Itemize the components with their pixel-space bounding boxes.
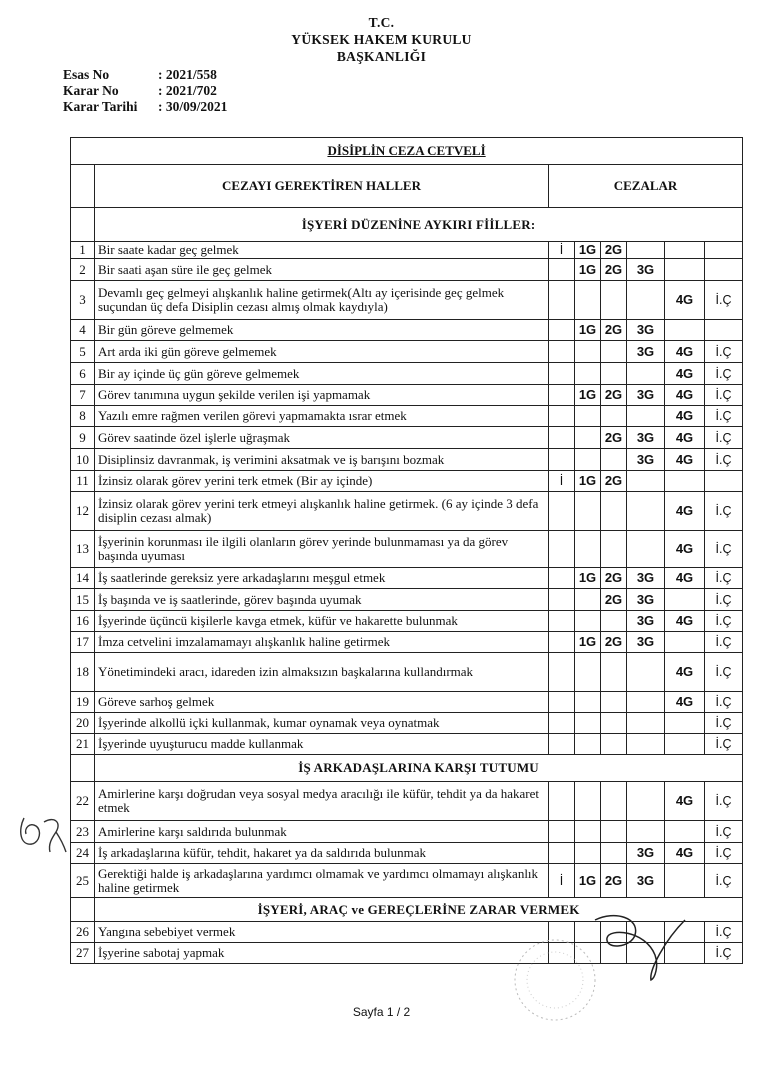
row-number: 3 [71,281,95,320]
empty-cell [71,898,95,922]
penalty-cell: 4G [665,449,705,471]
offense-text: Görev tanımına uygun şekilde verilen işi yapmamak [95,385,549,406]
table-row [71,320,743,341]
penalty-cell [627,242,665,259]
offense-text: İş başında ve iş saatlerinde, görev başında uyumak [95,589,549,611]
section-header-row [71,755,743,782]
table-row [71,632,743,653]
penalty-cell [665,589,705,611]
penalty-cell: 4G [665,653,705,692]
offense-text: Art arda iki gün göreve gelmemek [95,341,549,363]
table-row [71,427,743,449]
penalty-cell: 3G [627,259,665,281]
penalty-cell: 2G [601,864,627,898]
penalty-cell [549,653,575,692]
table-row [71,589,743,611]
penalty-cell [627,713,665,734]
penalty-cell: 3G [627,341,665,363]
row-number: 13 [71,531,95,568]
table-row [71,492,743,531]
penalty-cell: İ.Ç [705,363,743,385]
row-number: 25 [71,864,95,898]
penalty-cell: 4G [665,363,705,385]
penalty-cell [549,589,575,611]
penalty-cell: 3G [627,864,665,898]
penalty-cell [705,259,743,281]
penalty-cell: 2G [601,568,627,589]
table-row [71,653,743,692]
empty-cell [71,208,95,242]
penalty-cell: İ.Ç [705,821,743,843]
penalty-cell [549,692,575,713]
penalty-cell: 2G [601,242,627,259]
row-number: 16 [71,611,95,632]
penalty-cell [705,320,743,341]
penalty-cell [549,531,575,568]
offense-text: İş saatlerinde gereksiz yere arkadaşlarını meşgul etmek [95,568,549,589]
penalty-cell: 2G [601,589,627,611]
penalty-cell: 2G [601,427,627,449]
penalty-cell [575,427,601,449]
penalty-cell [665,320,705,341]
penalty-cell [549,363,575,385]
offense-text: Yangına sebebiyet vermek [95,922,549,943]
row-number: 19 [71,692,95,713]
penalty-cell [627,281,665,320]
penalty-cell [627,531,665,568]
table-row [71,821,743,843]
table-row [71,713,743,734]
penalty-cell: 1G [575,568,601,589]
meta-value: : 30/09/2021 [158,99,228,114]
row-number: 5 [71,341,95,363]
penalty-cell: İ.Ç [705,341,743,363]
penalty-cell: 3G [627,611,665,632]
penalty-cell: 2G [601,632,627,653]
row-number: 23 [71,821,95,843]
penalty-cell [549,406,575,427]
meta-value: : 2021/558 [158,67,217,82]
penalty-cell [549,843,575,864]
penalty-cell: 4G [665,568,705,589]
meta-label: Karar Tarihi [63,99,138,114]
penalty-cell [575,449,601,471]
penalty-cell: 4G [665,692,705,713]
penalty-cell [601,406,627,427]
offense-text: İş arkadaşlarına küfür, tehdit, hakaret ya da saldırıda bulunmak [95,843,549,864]
penalty-cell [601,363,627,385]
empty-cell [71,165,95,208]
penalty-cell [575,653,601,692]
penalty-cell: İ.Ç [705,385,743,406]
penalty-cell: 4G [665,281,705,320]
penalty-cell: İ.Ç [705,922,743,943]
table-row [71,363,743,385]
offense-text: İşyerinde alkollü içki kullanmak, kumar oynamak veya oynatmak [95,713,549,734]
penalty-cell: İ.Ç [705,492,743,531]
penalty-cell [601,653,627,692]
penalty-cell [575,843,601,864]
penalty-cell: 1G [575,864,601,898]
row-number: 9 [71,427,95,449]
penalty-cell [705,471,743,492]
penalty-cell: 4G [665,843,705,864]
table-row [71,259,743,281]
meta-row-tarih [63,99,227,115]
penalty-cell: İ.Ç [705,531,743,568]
penalty-cell: 4G [665,427,705,449]
offense-text: Bir saate kadar geç gelmek [95,242,549,259]
penalty-cell [601,449,627,471]
penalty-cell: 4G [665,782,705,821]
table-row [71,449,743,471]
penalty-cell [549,734,575,755]
penalty-cell [575,821,601,843]
penalty-cell [627,653,665,692]
row-number: 22 [71,782,95,821]
header-presidency: BAŞKANLIĞI [336,49,427,64]
row-number: 15 [71,589,95,611]
table-title-row [71,138,743,165]
offense-text: İşyerinde uyuşturucu madde kullanmak [95,734,549,755]
row-number: 18 [71,653,95,692]
penalty-cell: 4G [665,341,705,363]
penalty-cell [665,471,705,492]
table-row [71,692,743,713]
penalty-cell: 3G [627,589,665,611]
penalty-cell: İ.Ç [705,843,743,864]
row-number: 27 [71,943,95,964]
penalty-cell [575,341,601,363]
penalty-cell: 2G [601,471,627,492]
penalty-cell [665,242,705,259]
penalty-cell [549,713,575,734]
penalty-cell [627,406,665,427]
table-row [71,734,743,755]
section-header-row [71,208,743,242]
penalty-cell [549,611,575,632]
meta-label: Karar No [63,83,119,98]
penalty-cell [575,589,601,611]
table-row [71,341,743,363]
document-header [0,14,763,65]
penalty-cell [665,259,705,281]
penalty-cell: İ.Ç [705,692,743,713]
penalty-cell: İ.Ç [705,568,743,589]
table-row [71,568,743,589]
penalty-cell: İ [549,471,575,492]
penalty-cell [549,385,575,406]
penalty-cell [627,821,665,843]
offense-text: Yönetimindeki aracı, idareden izin almaksızın başkalarına kullandırmak [95,653,549,692]
penalty-cell [627,471,665,492]
penalty-cell [549,281,575,320]
penalty-cell [627,782,665,821]
decision-info [63,67,227,115]
penalty-cell [627,363,665,385]
row-number: 21 [71,734,95,755]
table-row [71,242,743,259]
penalty-table [70,137,743,964]
penalty-cell: İ.Ç [705,427,743,449]
offense-text: Bir ay içinde üç gün göreve gelmemek [95,363,549,385]
offense-text: İzinsiz olarak görev yerini terk etmek (Bir ay içinde) [95,471,549,492]
page-number: Sayfa 1 / 2 [352,1005,411,1019]
offense-text: İşyerinde üçüncü kişilerle kavga etmek, küfür ve hakarette bulunmak [95,611,549,632]
penalty-cell [549,492,575,531]
penalty-cell [575,734,601,755]
row-number: 20 [71,713,95,734]
penalty-cell: 2G [601,259,627,281]
penalty-cell: İ.Ç [705,589,743,611]
meta-label: Esas No [63,67,110,82]
column-header-penalties: CEZALAR [549,165,743,208]
row-number: 6 [71,363,95,385]
penalty-cell: İ.Ç [705,632,743,653]
penalty-cell [549,568,575,589]
row-number: 4 [71,320,95,341]
section-title: İŞYERİ DÜZENİNE AYKIRI FİİLLER: [95,208,743,242]
offense-text: İşyerinin korunması ile ilgili olanların görev yerinde bulunmaması ya da görev başında uyuması [95,531,549,568]
offense-text: İşyerine sabotaj yapmak [95,943,549,964]
table-row [71,843,743,864]
penalty-cell: 3G [627,449,665,471]
row-number: 17 [71,632,95,653]
header-institution: YÜKSEK HAKEM KURULU [291,32,472,47]
table-row [71,611,743,632]
penalty-cell [601,692,627,713]
penalty-cell [705,242,743,259]
penalty-cell: İ.Ç [705,406,743,427]
penalty-cell [627,734,665,755]
table-row [71,471,743,492]
row-number: 10 [71,449,95,471]
penalty-cell: İ.Ç [705,713,743,734]
row-number: 26 [71,922,95,943]
penalty-cell [575,531,601,568]
meta-row-esas [63,67,227,83]
section-title: İŞ ARKADAŞLARINA KARŞI TUTUMU [95,755,743,782]
penalty-cell [665,734,705,755]
penalty-cell: İ.Ç [705,864,743,898]
penalty-cell: 2G [601,320,627,341]
penalty-cell: 1G [575,242,601,259]
penalty-cell [601,531,627,568]
offense-text: Amirlerine karşı saldırıda bulunmak [95,821,549,843]
penalty-cell [549,320,575,341]
penalty-cell [575,363,601,385]
penalty-cell [549,427,575,449]
penalty-cell [549,821,575,843]
penalty-cell [575,611,601,632]
meta-value: : 2021/702 [158,83,217,98]
penalty-cell [601,782,627,821]
row-number: 14 [71,568,95,589]
section-title: İŞYERİ, ARAÇ ve GEREÇLERİNE ZARAR VERMEK [95,898,743,922]
penalty-cell: İ [549,864,575,898]
offense-text: Bir gün göreve gelmemek [95,320,549,341]
offense-text: Yazılı emre rağmen verilen görevi yapmamakta ısrar etmek [95,406,549,427]
header-tc: T.C. [368,15,395,30]
penalty-cell: 4G [665,385,705,406]
penalty-cell: İ.Ç [705,281,743,320]
penalty-cell: İ [549,242,575,259]
row-number: 12 [71,492,95,531]
penalty-cell [601,843,627,864]
table-row [71,531,743,568]
penalty-cell [627,692,665,713]
penalty-cell [665,713,705,734]
offense-text: Göreve sarhoş gelmek [95,692,549,713]
penalty-cell [665,864,705,898]
offense-text: İzinsiz olarak görev yerini terk etmeyi alışkanlık haline getirmek. (6 ay içinde 3 defa disiplin cezası almak) [95,492,549,531]
penalty-cell: 3G [627,320,665,341]
penalty-cell: 3G [627,385,665,406]
penalty-cell: 3G [627,568,665,589]
penalty-cell: İ.Ç [705,782,743,821]
penalty-cell [665,632,705,653]
handwritten-margin-note [14,808,74,858]
column-header-offenses: CEZAYI GEREKTİREN HALLER [95,165,549,208]
penalty-cell: İ.Ç [705,611,743,632]
penalty-cell: 2G [601,385,627,406]
row-number: 2 [71,259,95,281]
penalty-cell: 4G [665,492,705,531]
row-number: 11 [71,471,95,492]
penalty-cell [575,692,601,713]
penalty-cell: 4G [665,406,705,427]
penalty-cell [627,492,665,531]
penalty-cell: 3G [627,843,665,864]
penalty-cell: 3G [627,632,665,653]
penalty-cell [575,782,601,821]
penalty-cell [575,713,601,734]
penalty-cell: 1G [575,320,601,341]
penalty-cell [575,406,601,427]
penalty-cell: İ.Ç [705,653,743,692]
penalty-cell [601,341,627,363]
penalty-cell: İ.Ç [705,943,743,964]
offense-text: Bir saati aşan süre ile geç gelmek [95,259,549,281]
offense-text: Amirlerine karşı doğrudan veya sosyal medya aracılığı ile küfür, tehdit ya da hakaret etmek [95,782,549,821]
table-row [71,406,743,427]
table-row [71,782,743,821]
penalty-cell [601,713,627,734]
offense-text: Gerektiği halde iş arkadaşlarına yardımcı olmamak ve yardımcı olmamayı alışkanlık haline getirmek [95,864,549,898]
penalty-cell: 4G [665,531,705,568]
penalty-cell [601,821,627,843]
penalty-cell: 4G [665,611,705,632]
penalty-cell [549,259,575,281]
penalty-cell: İ.Ç [705,449,743,471]
offense-text: Devamlı geç gelmeyi alışkanlık haline getirmek(Altı ay içerisinde geç gelmek suçundan üç defa Disiplin cezası almış olmak kaydıyla) [95,281,549,320]
penalty-cell [575,492,601,531]
penalty-cell [549,341,575,363]
penalty-cell [549,449,575,471]
penalty-cell [601,492,627,531]
penalty-cell [549,782,575,821]
penalty-cell [549,632,575,653]
row-number: 8 [71,406,95,427]
penalty-cell: 1G [575,471,601,492]
row-number: 24 [71,843,95,864]
column-header-row [71,165,743,208]
row-number: 7 [71,385,95,406]
penalty-cell: 3G [627,427,665,449]
offense-text: Görev saatinde özel işlerle uğraşmak [95,427,549,449]
empty-cell [71,755,95,782]
penalty-cell: 1G [575,632,601,653]
offense-text: Disiplinsiz davranmak, iş verimini aksatmak ve iş barışını bozmak [95,449,549,471]
penalty-cell [601,611,627,632]
penalty-cell [601,734,627,755]
penalty-cell [665,821,705,843]
penalty-cell [575,281,601,320]
row-number: 1 [71,242,95,259]
meta-row-karar [63,83,227,99]
penalty-cell: 1G [575,385,601,406]
penalty-cell [601,281,627,320]
offense-text: İmza cetvelini imzalamamayı alışkanlık haline getirmek [95,632,549,653]
table-row [71,281,743,320]
table-title: DİSİPLİN CEZA CETVELİ [71,138,743,165]
table-row [71,385,743,406]
penalty-cell: İ.Ç [705,734,743,755]
penalty-cell: 1G [575,259,601,281]
table-row [71,864,743,898]
